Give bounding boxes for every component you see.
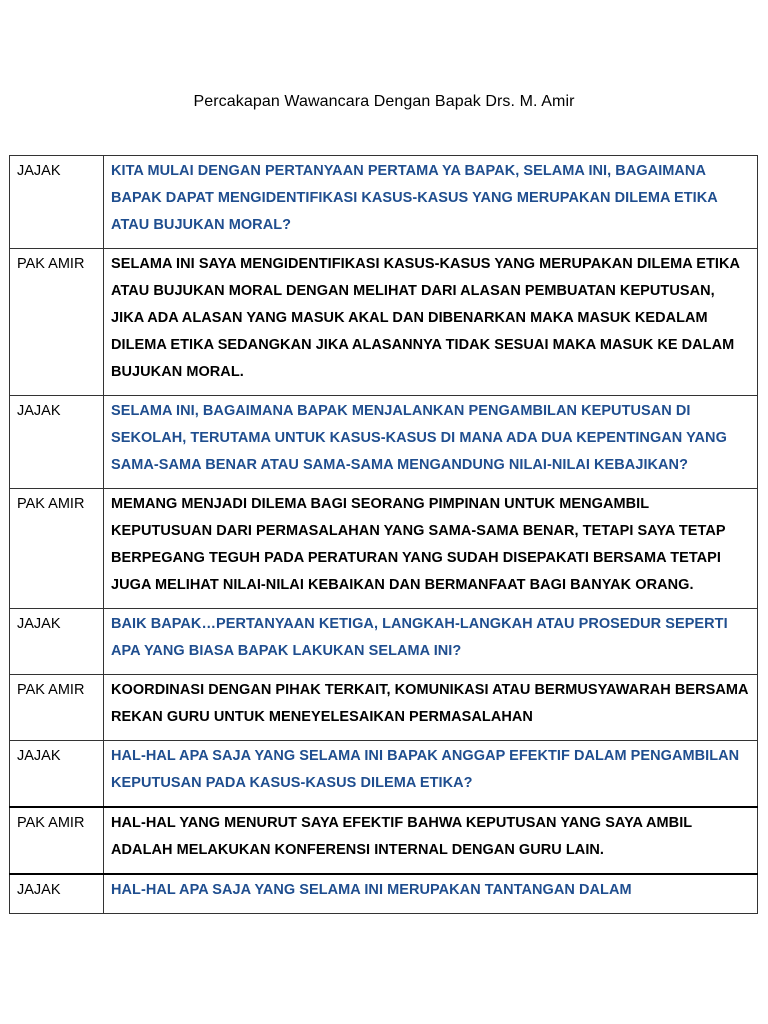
question-cell: HAL-HAL APA SAJA YANG SELAMA INI MERUPAKAN TANTANGAN DALAM <box>104 874 758 914</box>
table-row <box>10 249 758 396</box>
table-row <box>10 609 758 675</box>
table-row <box>10 156 758 249</box>
table-row <box>10 874 758 914</box>
speaker-cell: JAJAK <box>10 156 104 249</box>
question-cell: BAIK BAPAK…PERTANYAAN KETIGA, LANGKAH-LANGKAH ATAU PROSEDUR SEPERTI APA YANG BIASA BAPAK LAKUKAN SELAMA INI? <box>104 609 758 675</box>
table-row <box>10 741 758 808</box>
speaker-cell: JAJAK <box>10 609 104 675</box>
speaker-cell: JAJAK <box>10 874 104 914</box>
table-row <box>10 675 758 741</box>
table-row <box>10 396 758 489</box>
table-row <box>10 489 758 609</box>
speaker-cell: PAK AMIR <box>10 489 104 609</box>
speaker-cell: PAK AMIR <box>10 249 104 396</box>
answer-cell: SELAMA INI SAYA MENGIDENTIFIKASI KASUS-KASUS YANG MERUPAKAN DILEMA ETIKA ATAU BUJUKAN MORAL DENGAN MELIHAT DARI ALASAN PEMBUATAN KEPUTUSAN, JIKA ADA ALASAN YANG MASUK AKAL DAN DIBENARKAN MAKA MASUK KEDALAM DILEMA ETIKA SEDANGKAN JIKA ALASANNYA TIDAK SESUAI MAKA MASUK KE DALAM BUJUKAN MORAL. <box>104 249 758 396</box>
table-row <box>10 807 758 874</box>
answer-cell: MEMANG MENJADI DILEMA BAGI SEORANG PIMPINAN UNTUK MENGAMBIL KEPUTUSUAN DARI PERMASALAHAN YANG SAMA-SAMA BENAR, TETAPI SAYA TETAP BERPEGANG TEGUH PADA PERATURAN YANG SUDAH DISEPAKATI BERSAMA TETAPI JUGA MELIHAT NILAI-NILAI KEBAIKAN DAN BERMANFAAT BAGI BANYAK ORANG. <box>104 489 758 609</box>
question-cell: HAL-HAL APA SAJA YANG SELAMA INI BAPAK ANGGAP EFEKTIF DALAM PENGAMBILAN KEPUTUSAN PADA KASUS-KASUS DILEMA ETIKA? <box>104 741 758 808</box>
answer-cell: HAL-HAL YANG MENURUT SAYA EFEKTIF BAHWA KEPUTUSAN YANG SAYA AMBIL ADALAH MELAKUKAN KONFERENSI INTERNAL DENGAN GURU LAIN. <box>104 807 758 874</box>
question-cell: KITA MULAI DENGAN PERTANYAAN PERTAMA YA BAPAK, SELAMA INI, BAGAIMANA BAPAK DAPAT MENGIDENTIFIKASI KASUS-KASUS YANG MERUPAKAN DILEMA ETIKA ATAU BUJUKAN MORAL? <box>104 156 758 249</box>
speaker-cell: JAJAK <box>10 396 104 489</box>
speaker-cell: JAJAK <box>10 741 104 808</box>
page-title: Percakapan Wawancara Dengan Bapak Drs. M. Amir <box>193 93 575 110</box>
answer-cell: KOORDINASI DENGAN PIHAK TERKAIT, KOMUNIKASI ATAU BERMUSYAWARAH BERSAMA REKAN GURU UNTUK MENEYELESAIKAN PERMASALAHAN <box>104 675 758 741</box>
speaker-cell: PAK AMIR <box>10 807 104 874</box>
interview-table <box>9 155 758 914</box>
speaker-cell: PAK AMIR <box>10 675 104 741</box>
question-cell: SELAMA INI, BAGAIMANA BAPAK MENJALANKAN PENGAMBILAN KEPUTUSAN DI SEKOLAH, TERUTAMA UNTUK KASUS-KASUS DI MANA ADA DUA KEPENTINGAN YANG SAMA-SAMA BENAR ATAU SAMA-SAMA MENGANDUNG NILAI-NILAI KEBAJIKAN? <box>104 396 758 489</box>
